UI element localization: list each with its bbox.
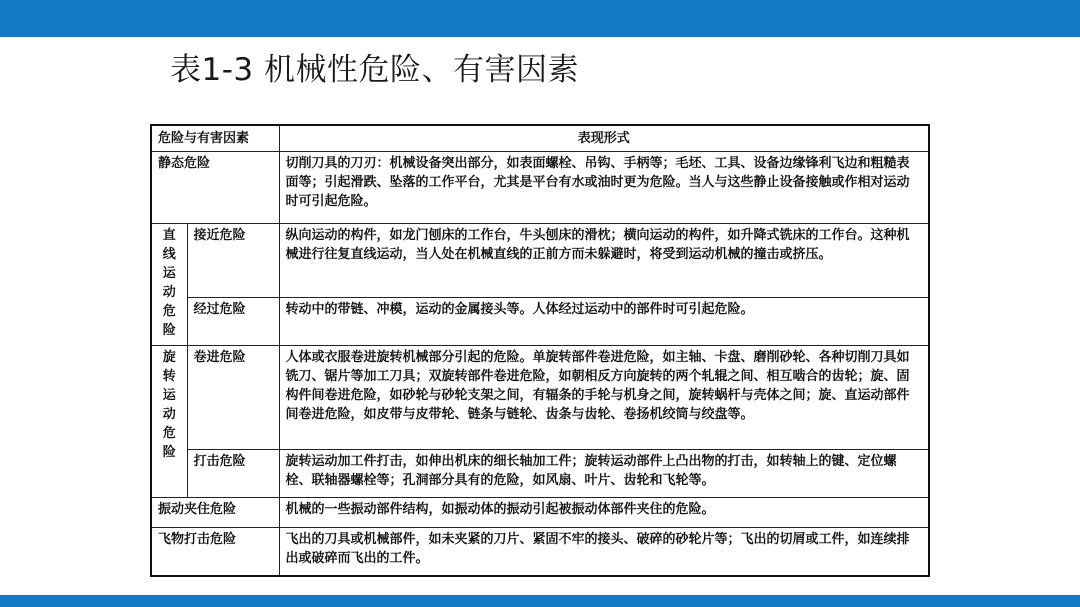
- group-rotary-label: 旋转运动危险: [162, 350, 176, 460]
- description-static: 切削刀具的刀刃：机械设备突出部分，如表面螺栓、吊钩、手柄等；毛坯、工具、设备边缘锋利飞边和粗糙表面等；引起滑跌、坠落的工作平台，尤其是平台有水或油时更为危险。当人与这些静止设备接触或作相对运动时可引起危险。: [279, 152, 929, 224]
- category-impact: 打击危险: [187, 450, 279, 498]
- category-passing: 经过危险: [187, 298, 279, 346]
- description-impact: 旋转运动加工件打击，如伸出机床的细长轴加工件；旋转运动部件上凸出物的打击，如转轴上的键、定位螺栓、联轴器螺栓等；孔洞部分具有的危险，如风扇、叶片、齿轮和飞轮等。: [279, 450, 929, 498]
- table-row: [151, 498, 929, 528]
- category-flying: 飞物打击危险: [151, 528, 279, 576]
- table-row: [151, 224, 929, 298]
- description-approach: 纵向运动的构件，如龙门刨床的工作台，牛头刨床的滑枕；横向运动的构件，如升降式铣床的工作台。这种机械进行往复直线运动，当人处在机械直线的正前方而未躲避时，将受到运动机械的撞击或挤压。: [279, 224, 929, 298]
- category-vibration: 振动夹住危险: [151, 498, 279, 528]
- category-static: 静态危险: [151, 152, 279, 224]
- description-flying: 飞出的刀具或机械部件，如未夹紧的刀片、紧固不牢的接头、破碎的砂轮片等；飞出的切屑或工件，如连续排出或破碎而飞出的工件。: [279, 528, 929, 576]
- header-description: 表现形式: [279, 125, 929, 152]
- slide-title: 表1-3 机械性危险、有害因素: [170, 52, 579, 88]
- table-row: [151, 528, 929, 576]
- header-category: 危险与有害因素: [151, 125, 279, 152]
- table-row: [151, 450, 929, 498]
- group-rotary-cell: [151, 346, 187, 498]
- bottom-accent-bar: [0, 595, 1080, 607]
- description-passing: 转动中的带链、冲模，运动的金属接头等。人体经过运动中的部件时可引起危险。: [279, 298, 929, 346]
- description-entanglement: 人体或衣服卷进旋转机械部分引起的危险。单旋转部件卷进危险，如主轴、卡盘、磨削砂轮、各种切削刀具如铣刀、锯片等加工刀具；双旋转部件卷进危险，如朝相反方向旋转的两个轧辊之间、相互啮合的齿轮；旋、固构件间卷进危险，如砂轮与砂轮支架之间，有辐条的手轮与机身之间，旋转蜗杆与壳体之间；旋、直运动部件间卷进危险，如皮带与皮带轮、链条与链轮、齿条与齿轮、卷扬机绞筒与绞盘等。: [279, 346, 929, 450]
- top-accent-bar: [0, 0, 1080, 37]
- table-row: [151, 152, 929, 224]
- table-header-row: [151, 125, 929, 152]
- category-entanglement: 卷进危险: [187, 346, 279, 450]
- group-linear-label: 直线运动危险: [162, 228, 176, 338]
- group-linear-cell: [151, 224, 187, 346]
- hazard-table: [150, 124, 930, 577]
- description-vibration: 机械的一些振动部件结构，如振动体的振动引起被振动体部件夹住的危险。: [279, 498, 929, 528]
- category-approach: 接近危险: [187, 224, 279, 298]
- table-row: [151, 298, 929, 346]
- table-row: [151, 346, 929, 450]
